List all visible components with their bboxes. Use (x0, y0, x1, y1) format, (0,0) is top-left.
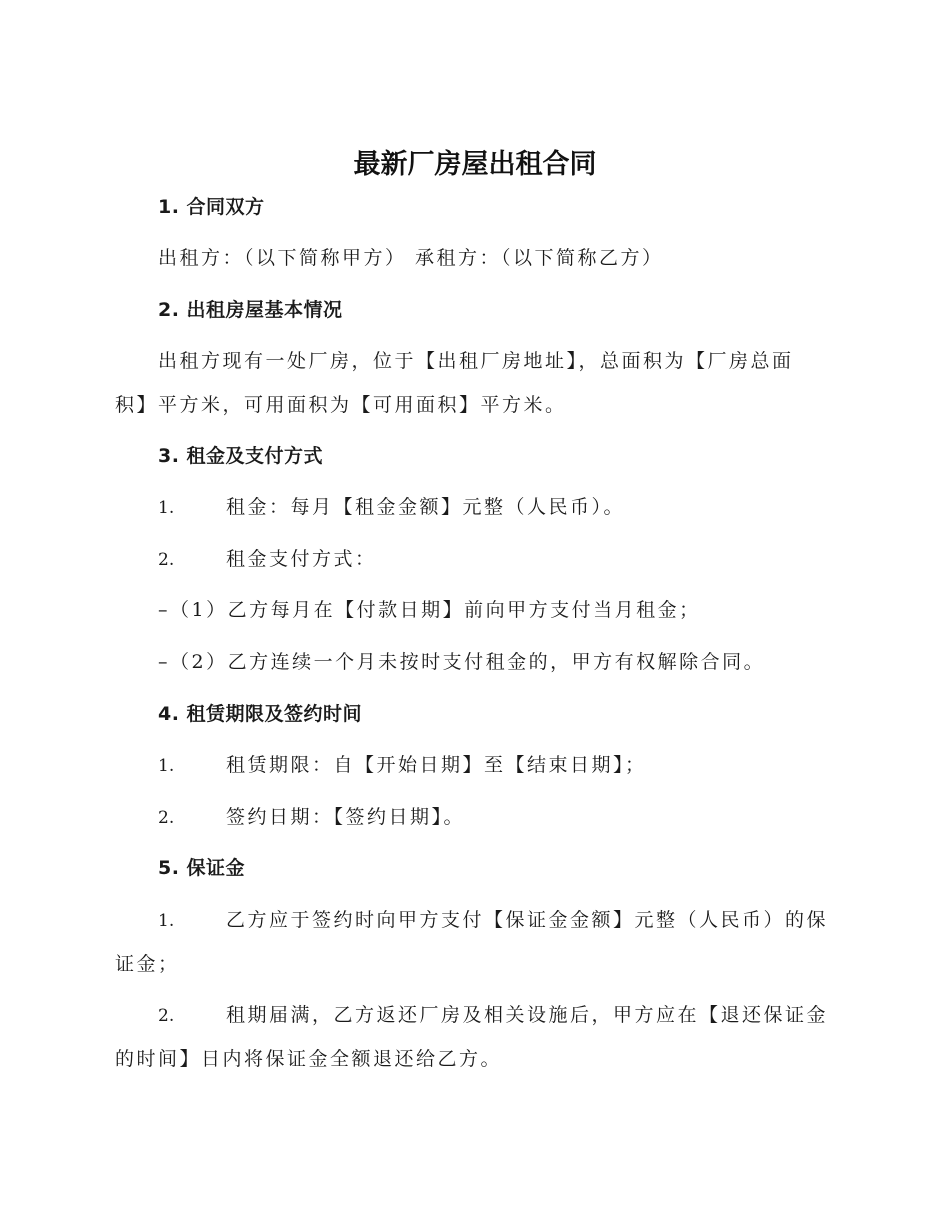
section-heading-5: 5. 保证金 (158, 857, 246, 879)
list-item (158, 752, 883, 779)
list-item (158, 907, 883, 934)
list-item-continuation: 的时间】日内将保证金全额退还给乙方。 (115, 1048, 503, 1070)
list-item-number: 1. (158, 911, 175, 931)
list-item-number: 2. (158, 808, 175, 828)
list-item-number: 1. (158, 756, 175, 776)
section-heading-1: 1. 合同双方 (158, 196, 265, 218)
sub-item: –（1）乙方每月在【付款日期】前向甲方支付当月租金； (158, 599, 701, 621)
list-item-text: 租金支付方式： (226, 548, 377, 570)
list-item-number: 2. (158, 550, 175, 570)
property-paragraph-line2: 积】平方米，可用面积为【可用面积】平方米。 (115, 394, 567, 416)
document-title: 最新厂房屋出租合同 (353, 149, 597, 180)
list-item (158, 546, 883, 573)
list-item-text: 乙方应于签约时向甲方支付【保证金金额】元整（人民币）的保 (226, 909, 829, 931)
sub-item: –（2）乙方连续一个月未按时支付租金的，甲方有权解除合同。 (158, 651, 766, 673)
parties-paragraph: 出租方：（以下简称甲方） 承租方：（以下简称乙方） (158, 247, 664, 269)
list-item-text: 签约日期：【签约日期】。 (226, 806, 466, 828)
property-paragraph-line1: 出租方现有一处厂房，位于【出租厂房地址】，总面积为【厂房总面 (158, 350, 794, 372)
list-item-continuation: 证金； (115, 953, 180, 975)
list-item-text: 租金：每月【租金金额】元整（人民币）。 (226, 496, 626, 518)
list-item (158, 804, 883, 831)
list-item (158, 494, 883, 521)
list-item (158, 1002, 883, 1029)
section-heading-2: 2. 出租房屋基本情况 (158, 299, 343, 321)
list-item-text: 租期届满，乙方返还厂房及相关设施后，甲方应在【退还保证金 (226, 1004, 829, 1026)
section-heading-4: 4. 租赁期限及签约时间 (158, 703, 363, 725)
section-heading-3: 3. 租金及支付方式 (158, 445, 324, 467)
list-item-text: 租赁期限：自【开始日期】至【结束日期】； (226, 754, 647, 776)
list-item-number: 2. (158, 1006, 175, 1026)
list-item-number: 1. (158, 498, 175, 518)
